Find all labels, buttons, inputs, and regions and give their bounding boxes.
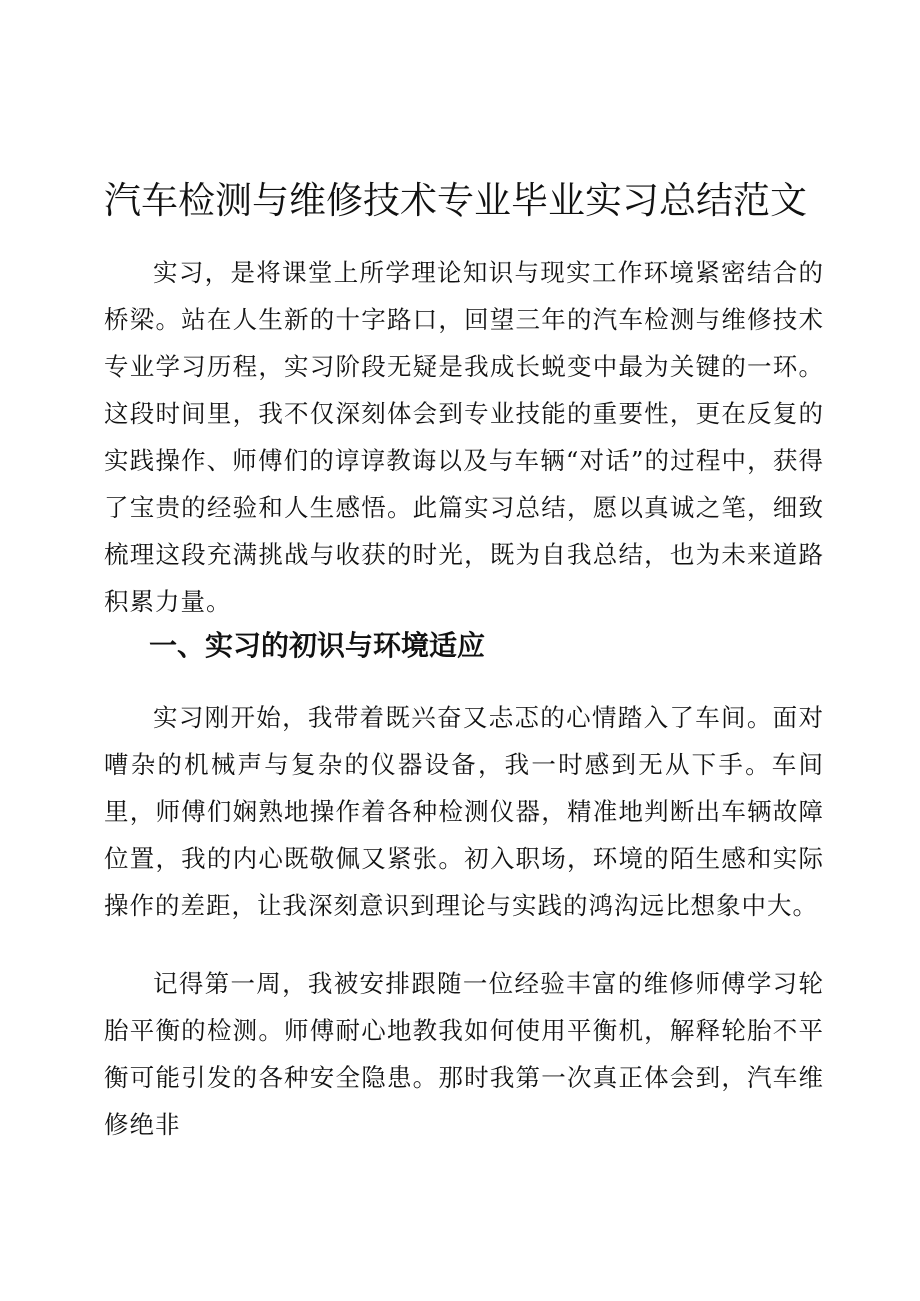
body-paragraph: 实习刚开始，我带着既兴奋又忐忑的心情踏入了车间。面对嘈杂的机械声与复杂的仪器设备，我一时感到无从下手。车间里，师傅们娴熟地操作着各种检测仪器，精准地判断出车辆故障位置，我的内心既敬佩又紧张。初入职场，环境的陌生感和实际操作的差距，让我深刻意识到理论与实践的鸿沟远比想象中大。 <box>104 703 824 920</box>
intro-paragraph: 实习，是将课堂上所学理论知识与现实工作环境紧密结合的桥梁。站在人生新的十字路口，回望三年的汽车检测与维修技术专业学习历程，实习阶段无疑是我成长蜕变中最为关键的一环。这段时间里，我不仅深刻体会到专业技能的重要性，更在反复的实践操作、师傅们的谆谆教诲以及与车辆“对话”的过程中，获得了宝贵的经验和人生感悟。此篇实习总结，愿以真诚之笔，细致梳理这段充满挑战与收获的时光，既为自我总结，也为未来道路积累力量。 <box>104 258 824 616</box>
section-heading: 一、实习的初识与环境适应 <box>149 629 486 662</box>
document-title: 汽车检测与维修技术专业毕业实习总结范文 <box>104 179 807 222</box>
body-paragraph: 记得第一周，我被安排跟随一位经验丰富的维修师傅学习轮胎平衡的检测。师傅耐心地教我如何使用平衡机，解释轮胎不平衡可能引发的各种安全隐患。那时我第一次真正体会到，汽车维修绝非 <box>104 969 824 1139</box>
